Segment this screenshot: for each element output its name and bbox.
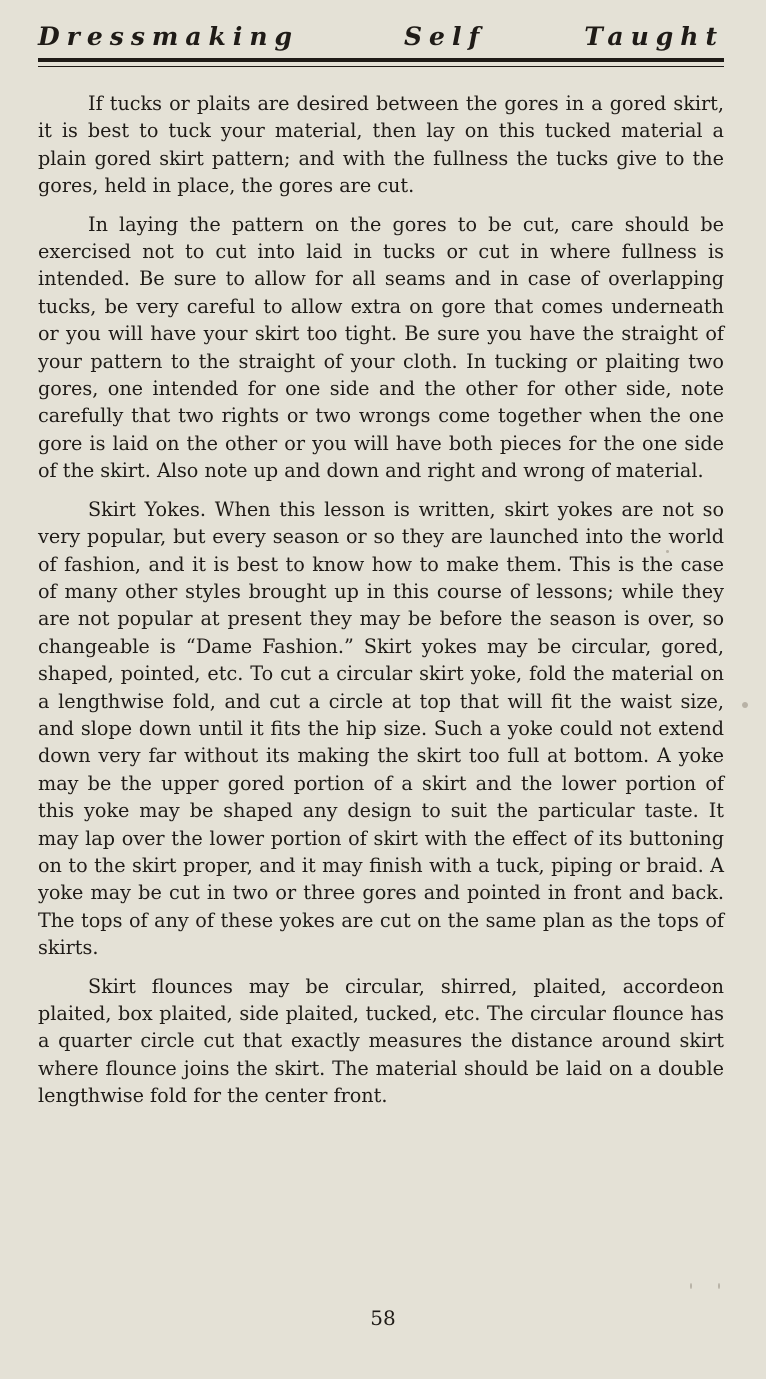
header-right: Taught: [584, 22, 724, 51]
header-left: Dressmaking: [38, 22, 300, 51]
header-rule-thick: [38, 58, 724, 62]
page-number: 58: [370, 1306, 396, 1330]
header-rule-thin: [38, 66, 724, 67]
running-header: [38, 22, 724, 58]
paragraph-skirt-yokes: Skirt Yokes. When this lesson is written, skirt yokes are not so very popular, but every season or so they are launched into the world of fashion, and it is best to know how to make them. This is the case of many other styles brought up in this course of lessons; while they are not popular at present they may be before the season is over, so changeable is “Dame Fashion.” Skirt yokes may be circular, gored, shaped, pointed, etc. To cut a circular skirt yoke, fold the material on a lengthwise fold, and cut a circle at top that will fit the waist size, and slope down until it fits the hip size. Such a yoke could not extend down very far without its making the skirt too full at bottom. A yoke may be the upper gored portion of a skirt and the lower portion of this yoke may be shaped any design to suit the particular taste. It may lap over the lower portion of skirt with the effect of its buttoning on to the skirt proper, and it may finish with a tuck, piping or braid. A yoke may be cut in two or three gores and pointed in front and back. The tops of any of these yokes are cut on the same plan as the tops of skirts.: [38, 497, 724, 960]
paper-speck: [666, 550, 669, 553]
paragraph-tucks-plaits: If tucks or plaits are desired between the gores in a gored skirt, it is best to tuck your material, then lay on this tucked material a plain gored skirt pattern; and with the fullness the tucks give to the gores, held in place, the gores are cut.: [38, 92, 724, 198]
paragraph-laying-pattern: In laying the pattern on the gores to be cut, care should be exercised not to cut into laid in tucks or cut in where fullness is intended. Be sure to allow for all seams and in case of overlapping tucks, be very careful to allow extra on gore that comes underneath or you will have your skirt too tight. Be sure you have the straight of your pattern to the straight of your cloth. In tucking or plaiting two gores, one intended for one side and the other for other side, note carefully that two rights or two wrongs come together when the one gore is laid on the other or you will have both pieces for the one side of the skirt. Also note up and down and right and wrong of material.: [38, 212, 724, 483]
body-text: [38, 90, 724, 1121]
paragraph-skirt-flounces: Skirt flounces may be circular, shirred, plaited, accordeon plaited, box plaited, side plaited, tucked, etc. The circular flounce has a quarter circle cut that exactly measures the distance around skirt where flounce joins the skirt. The material should be laid on a double lengthwise fold for the center front.: [38, 974, 724, 1108]
paper-speck: [742, 702, 748, 708]
paper-speck: [718, 1283, 720, 1289]
paper-speck: [690, 1283, 692, 1289]
header-middle: Self: [404, 22, 487, 51]
